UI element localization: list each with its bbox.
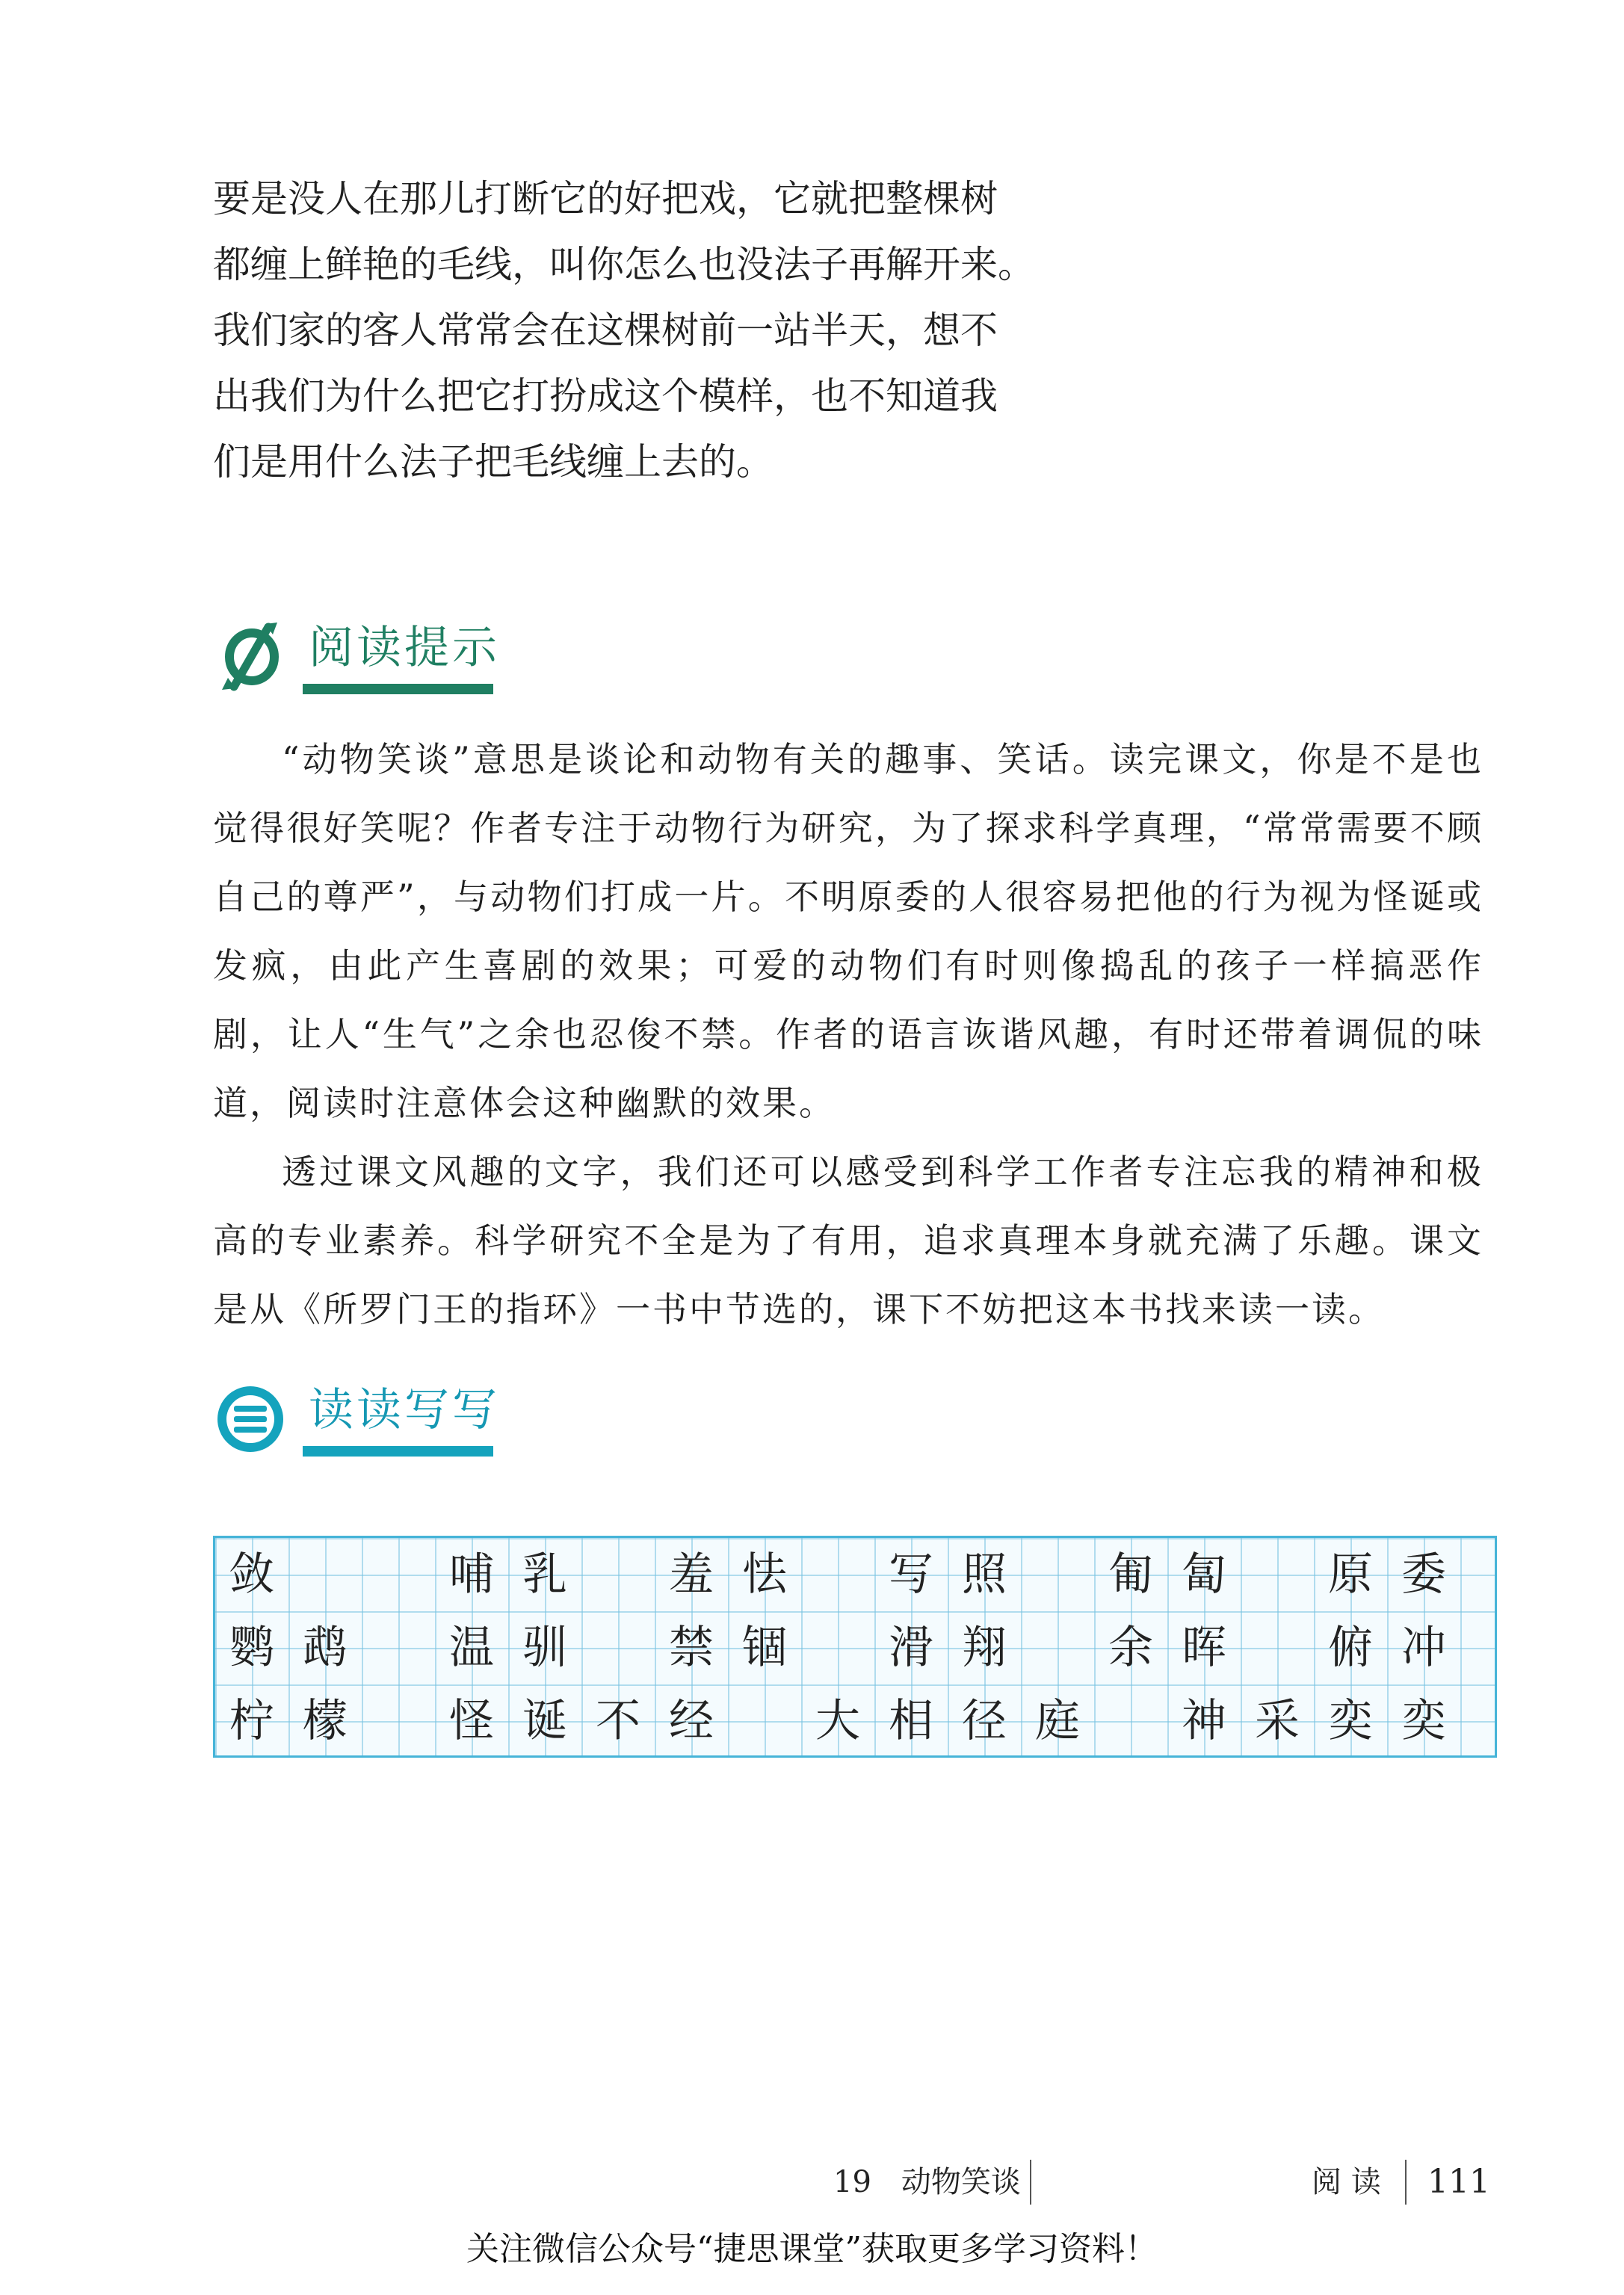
unit-label: 阅 读 [1312, 2165, 1381, 2199]
vocabulary-char: 柠 [229, 1695, 274, 1747]
reading-tip-title: 阅读提示 [309, 622, 500, 674]
tip-paragraph: 透过课文风趣的文字，我们还可以感受到科学工作者专注忘我的精神和极高的专业素养。科学研究不全是为了有用，追求真理本身就充满了乐趣。课文是从《所罗门王的指环》一书中节选的，课下不妨把这本书找来读一读。 [213, 1152, 1483, 1329]
vocabulary-word [215, 1684, 362, 1758]
vocabulary-word [801, 1684, 1094, 1758]
vocabulary-char: 匐 [1182, 1548, 1226, 1601]
vocabulary-char: 经 [669, 1695, 714, 1747]
vocabulary-word [215, 1611, 362, 1684]
heading-underline [303, 1446, 493, 1457]
vocabulary-char: 径 [962, 1695, 1007, 1747]
vocabulary-word [655, 1538, 801, 1611]
vocabulary-char: 原 [1328, 1548, 1373, 1601]
vocabulary-char: 哺 [449, 1548, 494, 1601]
vocabulary-char: 敛 [229, 1548, 274, 1601]
vocabulary-char: 诞 [522, 1695, 567, 1747]
vocabulary-char: 锢 [742, 1622, 787, 1674]
story-line: 出我们为什么把它打扮成这个模样，也不知道我 [213, 374, 998, 418]
vocabulary-char: 庭 [1035, 1695, 1080, 1747]
vocabulary-word [1094, 1538, 1241, 1611]
reading-tip-heading [213, 609, 527, 699]
vocabulary-char: 写 [889, 1548, 933, 1601]
vocabulary-char: 照 [962, 1548, 1007, 1601]
reading-tip-body [213, 725, 1483, 1344]
read-write-title: 读读写写 [309, 1384, 500, 1436]
story-line: 要是没人在那儿打断它的好把戏，它就把整棵树 [213, 177, 998, 220]
vocabulary-word [435, 1611, 581, 1684]
vocabulary-word [655, 1611, 801, 1684]
tip-paragraph: “动物笑谈”意思是谈论和动物有关的趣事、笑话。读完课文，你是不是也觉得很好笑呢？作者专注于动物行为研究，为了探求科学真理，“常常需要不顾自己的尊严”，与动物们打成一片。不明原委的人很容易把他的行为视为怪诞或发疯，由此产生喜剧的效果；可爱的动物们有时则像捣乱的孩子一样搞恶作剧，让人“生气”之余也忍俊不禁。作者的语言诙谐风趣，有时还带着调侃的味道，阅读时注意体会这种幽默的效果。 [213, 739, 1483, 1123]
vocabulary-char: 余 [1108, 1622, 1153, 1674]
lesson-label: 19 动物笑谈 [833, 2165, 1021, 2199]
footer-divider [1405, 2160, 1407, 2205]
vocabulary-char: 鹉 [303, 1622, 348, 1674]
vocabulary-char: 怪 [449, 1695, 494, 1747]
vocabulary-char: 大 [815, 1695, 860, 1747]
story-text [213, 166, 1072, 495]
vocabulary-char: 滑 [889, 1622, 933, 1674]
vocabulary-char: 晖 [1182, 1622, 1226, 1674]
vocabulary-char: 温 [449, 1622, 494, 1674]
vocabulary-word [1167, 1684, 1460, 1758]
vocabulary-word [874, 1611, 1021, 1684]
vocabulary-char: 羞 [669, 1548, 714, 1601]
heading-underline [303, 684, 493, 694]
vocabulary-char: 相 [889, 1695, 933, 1747]
vocabulary-char: 俯 [1328, 1622, 1373, 1674]
vocabulary-word [874, 1538, 1021, 1611]
vocabulary-word [435, 1538, 581, 1611]
vocabulary-char: 禁 [669, 1622, 714, 1674]
vocabulary-char: 鹦 [229, 1622, 274, 1674]
vocabulary-word [1094, 1611, 1241, 1684]
vocabulary-char: 不 [596, 1695, 640, 1747]
reading-tip-icon [213, 618, 288, 693]
vocabulary-char: 冲 [1401, 1622, 1446, 1674]
vocabulary-char: 奕 [1401, 1695, 1446, 1747]
vocabulary-char: 神 [1182, 1695, 1226, 1747]
story-line: 们是用什么法子把毛线缠上去的。 [213, 440, 774, 484]
vocabulary-char: 檬 [303, 1695, 348, 1747]
vocabulary-char: 乳 [522, 1548, 567, 1601]
read-write-heading [213, 1371, 527, 1461]
vocabulary-char: 采 [1255, 1695, 1300, 1747]
vocabulary-word [1314, 1538, 1460, 1611]
story-line: 我们家的客人常常会在这棵树前一站半天，想不 [213, 309, 998, 352]
vocabulary-char: 匍 [1108, 1548, 1153, 1601]
story-line: 都缠上鲜艳的毛线，叫你怎么也没法子再解开来。 [213, 243, 1035, 286]
vocabulary-char: 翔 [962, 1622, 1007, 1674]
footer-divider [1030, 2160, 1031, 2205]
promo-text: 关注微信公众号“捷思课堂”获取更多学习资料！ [466, 2230, 1158, 2268]
vocabulary-grid [213, 1536, 1497, 1758]
vocabulary-word [215, 1538, 288, 1611]
vocabulary-word [435, 1684, 728, 1758]
read-write-icon [213, 1380, 288, 1455]
vocabulary-word [1314, 1611, 1460, 1684]
vocabulary-char: 驯 [522, 1622, 567, 1674]
vocabulary-char: 奕 [1328, 1695, 1373, 1747]
vocabulary-char: 委 [1401, 1548, 1446, 1601]
page-number: 111 [1427, 2163, 1490, 2201]
vocabulary-char: 怯 [742, 1548, 787, 1601]
